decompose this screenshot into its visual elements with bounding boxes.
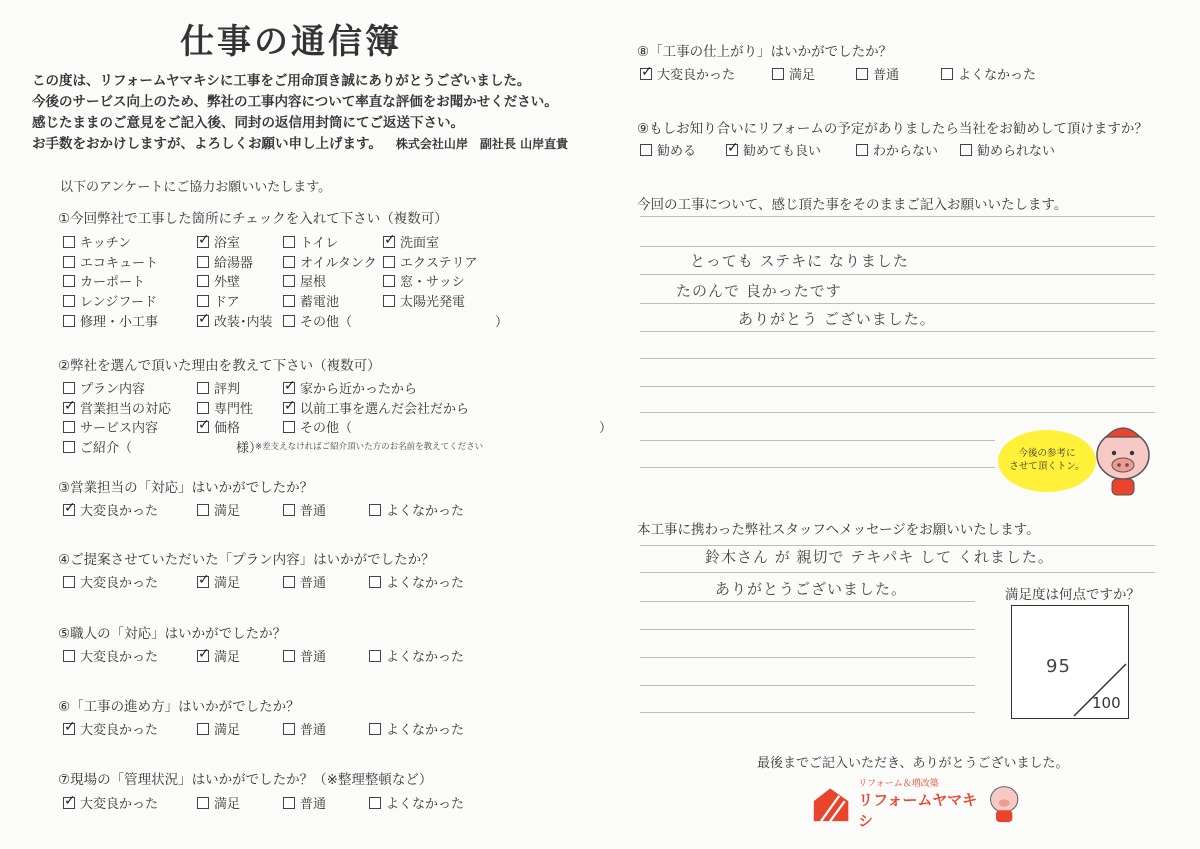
q8-option[interactable] (772, 64, 815, 83)
checkbox[interactable] (197, 504, 209, 516)
logo-name: リフォームヤマキシ (858, 790, 978, 830)
q1-option[interactable] (283, 311, 508, 330)
q1-option[interactable] (197, 252, 253, 271)
option-label: 大変良かった (80, 504, 159, 519)
option-label: よくなかった (386, 650, 465, 665)
checkbox[interactable] (726, 144, 738, 156)
q1-option[interactable] (383, 252, 478, 271)
q3-title: ③営業担当の「対応」はいかがでしたか？ (58, 480, 314, 496)
q7-option[interactable] (369, 793, 464, 812)
checkbox[interactable] (283, 236, 295, 248)
option-label: 満足 (214, 650, 241, 665)
checkbox[interactable] (369, 650, 381, 662)
option-label: 営業担当の対応 (80, 402, 172, 417)
q4-option[interactable] (63, 572, 158, 591)
comment-rule (640, 246, 1155, 247)
comment-rule (640, 386, 1155, 387)
checkbox[interactable] (960, 144, 972, 156)
q1-option[interactable] (197, 271, 240, 290)
q9-title: ⑨もしお知り合いにリフォームの予定がありましたら当社をお勧めして頂けますか？ (637, 121, 1148, 137)
staff-title: 本工事に携わった弊社スタッフへメッセージをお願いいたします。 (637, 522, 1040, 538)
q5-option[interactable] (197, 646, 240, 665)
comment-handwriting-3: ありがとう ございました。 (738, 310, 936, 328)
comment-rule (640, 303, 1155, 304)
checkbox[interactable] (283, 295, 295, 307)
q5-title: ⑤職人の「対応」はいかがでしたか？ (58, 626, 287, 642)
q2-option[interactable] (63, 437, 262, 456)
intro-line: お手数をおかけしますが、よろしくお願い申し上げます。 株式会社山岸 副社長 山岸直貴 (32, 136, 569, 152)
checkbox[interactable] (369, 797, 381, 809)
intro-text (32, 71, 568, 155)
option-label: 普通 (873, 68, 900, 83)
option-label: 勧められない (977, 144, 1056, 159)
checkbox[interactable] (283, 402, 295, 414)
q2-option[interactable] (63, 398, 171, 417)
checkbox[interactable] (640, 68, 652, 80)
checkbox[interactable] (856, 68, 868, 80)
checkbox[interactable] (856, 144, 868, 156)
option-label: オイルタンク (300, 256, 377, 271)
checkbox[interactable] (283, 315, 295, 327)
q2-option[interactable] (197, 417, 240, 436)
option-label: 窓・サッシ (400, 275, 465, 290)
bubble-line: 今後の参考に (1018, 448, 1076, 459)
bubble-line: させて頂くトン。 (1009, 461, 1085, 472)
q6-option[interactable] (283, 719, 326, 738)
checkbox[interactable] (383, 236, 395, 248)
checkbox[interactable] (383, 275, 395, 287)
checkbox[interactable] (63, 504, 75, 516)
intro-line: 今後のサービス向上のため、弊社の工事内容について率直な評価をお聞かせください。 (32, 94, 558, 110)
option-label: ドア (214, 295, 240, 310)
checkbox[interactable] (197, 723, 209, 735)
survey-lead: 以下のアンケートにご協力お願いいたします。 (60, 180, 332, 195)
signature: 株式会社山岸 副社長 山岸直貴 (395, 137, 569, 151)
option-label: カーポート (80, 275, 146, 290)
q3-option[interactable] (63, 500, 158, 519)
option-label: よくなかった (958, 68, 1037, 83)
q2-option[interactable] (197, 398, 253, 417)
q1-option[interactable] (197, 291, 240, 310)
option-label: 普通 (300, 576, 327, 591)
option-label: プラン内容 (80, 382, 146, 397)
option-label: よくなかった (386, 797, 465, 812)
comment-rule (640, 331, 1155, 332)
option-label: 洗面室 (400, 236, 440, 251)
checkbox[interactable] (197, 315, 209, 327)
option-label: 専門性 (214, 402, 254, 417)
q2-option[interactable] (197, 378, 240, 397)
staff-handwriting-1: 鈴木さん が 親切で テキパキ して くれました。 (705, 548, 1054, 566)
comment-rule (640, 440, 995, 441)
option-label: ご紹介（ 様） (80, 441, 263, 456)
checkbox[interactable] (63, 441, 75, 453)
option-label: 満足 (214, 797, 241, 812)
checkbox[interactable] (369, 504, 381, 516)
option-label: よくなかった (386, 504, 465, 519)
checkbox[interactable] (283, 504, 295, 516)
option-label: 満足 (214, 504, 241, 519)
q6-option[interactable] (63, 719, 158, 738)
comment-rule (640, 467, 995, 468)
score-label: 満足度は何点ですか？ (1005, 587, 1140, 603)
checkbox[interactable] (283, 576, 295, 588)
checkbox[interactable] (383, 295, 395, 307)
q1-option[interactable] (283, 271, 326, 290)
pig-mascot-icon (1088, 415, 1158, 500)
checkbox[interactable] (63, 650, 75, 662)
q1-option[interactable] (283, 252, 377, 271)
option-label: よくなかった (386, 576, 465, 591)
comment-rule (640, 274, 1155, 275)
q1-option[interactable] (383, 232, 439, 251)
option-label: レンジフード (80, 295, 157, 310)
checkbox[interactable] (283, 797, 295, 809)
option-label: 修理・小工事 (80, 315, 159, 330)
option-label: サービス内容 (80, 421, 159, 436)
option-label: 普通 (300, 797, 327, 812)
q1-option[interactable] (283, 291, 339, 310)
checkbox[interactable] (383, 256, 395, 268)
checkbox[interactable] (63, 315, 75, 327)
option-label: 大変良かった (80, 650, 159, 665)
checkbox[interactable] (197, 576, 209, 588)
option-label: 浴室 (214, 236, 241, 251)
q9-option[interactable] (856, 140, 938, 159)
q5-option[interactable] (369, 646, 464, 665)
option-label: よくなかった (386, 723, 465, 738)
option-label: エコキュート (80, 256, 159, 271)
comment-handwriting-1: とっても ステキに なりました (690, 252, 909, 270)
q4-option[interactable] (283, 572, 326, 591)
option-label: わからない (873, 144, 939, 159)
staff-rule (640, 545, 1155, 546)
option-label: トイレ (300, 236, 339, 251)
option-label: 満足 (789, 68, 816, 83)
option-label: 太陽光発電 (400, 295, 466, 310)
q6-title: ⑥「工事の進め方」はいかがでしたか？ (58, 699, 300, 715)
checkbox[interactable] (283, 256, 295, 268)
q1-option[interactable] (383, 271, 465, 290)
q2-option[interactable] (283, 417, 612, 436)
q2-option[interactable] (283, 398, 469, 417)
q4-option[interactable] (369, 572, 464, 591)
staff-rule (640, 601, 975, 602)
q1-title: ①今回弊社で工事した箇所にチェックを入れて下さい（複数可） (58, 211, 448, 227)
speech-bubble (998, 430, 1096, 492)
q6-option[interactable] (197, 719, 240, 738)
checkbox[interactable] (197, 256, 209, 268)
q2-option[interactable] (63, 378, 145, 397)
option-label: 普通 (300, 723, 327, 738)
checkbox[interactable] (197, 650, 209, 662)
q5-option[interactable] (63, 646, 158, 665)
checkbox[interactable] (63, 382, 75, 394)
option-label: 満足 (214, 723, 241, 738)
option-label: 大変良かった (657, 68, 736, 83)
q6-option[interactable] (369, 719, 464, 738)
q1-option[interactable] (63, 232, 131, 251)
comments-title: 今回の工事について、感じ頂た事をそのままご記入お願いいたします。 (637, 197, 1068, 213)
option-label: 大変良かった (80, 576, 159, 591)
option-label: その他（ ） (300, 421, 613, 436)
q9-option[interactable] (640, 140, 696, 159)
q1-option[interactable] (283, 232, 338, 251)
option-label: キッチン (80, 236, 132, 251)
checkbox[interactable] (63, 723, 75, 735)
intro-line: 感じたままのご意見をご記入後、同封の返信用封筒にてご返送下さい。 (32, 115, 464, 131)
checkbox[interactable] (369, 723, 381, 735)
option-label: 以前工事を選んだ会社だから (300, 402, 470, 417)
staff-rule (640, 712, 975, 713)
option-label: 満足 (214, 576, 241, 591)
q2-note: ※差支えなければご紹介頂いた方のお名前を教えてください (255, 442, 484, 452)
checkbox[interactable] (63, 256, 75, 268)
checkbox[interactable] (63, 402, 75, 414)
checkbox[interactable] (197, 402, 209, 414)
checkbox[interactable] (283, 650, 295, 662)
checkbox[interactable] (197, 236, 209, 248)
q2-title: ②弊社を選んで頂いた理由を教えて下さい（複数可） (58, 358, 381, 374)
staff-handwriting-2: ありがとうございました。 (715, 580, 908, 598)
checkbox[interactable] (283, 275, 295, 287)
q8-title: ⑧「工事の仕上がり」はいかがでしたか？ (637, 44, 893, 60)
q3-option[interactable] (283, 500, 326, 519)
staff-rule (640, 657, 975, 658)
q8-option[interactable] (856, 64, 899, 83)
q1-option[interactable] (63, 311, 158, 330)
company-logo (812, 778, 1022, 828)
q2-option[interactable] (63, 417, 158, 436)
score-box (1011, 605, 1129, 719)
option-label: 給湯器 (214, 256, 254, 271)
q8-option[interactable] (640, 64, 735, 83)
staff-rule (640, 629, 975, 630)
q3-option[interactable] (369, 500, 464, 519)
score-max: 100 (1092, 694, 1121, 712)
q7-title: ⑦現場の「管理状況」はいかがでしたか？（※整理整頓など） (58, 772, 433, 788)
staff-rule (640, 572, 1155, 573)
q9-option[interactable] (960, 140, 1055, 159)
q1-option[interactable] (197, 311, 273, 330)
option-label: 勧めても良い (743, 144, 822, 159)
checkbox[interactable] (369, 576, 381, 588)
checkbox[interactable] (283, 723, 295, 735)
q1-option[interactable] (197, 232, 240, 251)
q1-option[interactable] (63, 252, 158, 271)
pig-logo-icon (986, 781, 1022, 825)
option-label: 改装･内装 (214, 315, 273, 330)
option-label: 大変良かった (80, 797, 159, 812)
logo-sub: リフォーム＆増改築 (858, 778, 939, 789)
checkbox[interactable] (283, 382, 295, 394)
option-label: 家から近かったから (300, 382, 418, 397)
option-label: 外壁 (214, 275, 241, 290)
option-label: 評判 (214, 382, 241, 397)
checkbox[interactable] (640, 144, 652, 156)
option-label: 普通 (300, 504, 327, 519)
comment-handwriting-2: たのんで 良かったです (676, 282, 842, 300)
comment-rule (640, 358, 1155, 359)
checkbox[interactable] (283, 421, 295, 433)
checkbox[interactable] (63, 576, 75, 588)
q1-option[interactable] (63, 271, 145, 290)
checkbox[interactable] (941, 68, 953, 80)
q7-option[interactable] (283, 793, 326, 812)
option-label: その他（ ） (300, 315, 509, 330)
page-title: 仕事の通信簿 (180, 22, 402, 62)
checkbox[interactable] (63, 295, 75, 307)
q7-option[interactable] (63, 793, 158, 812)
option-label: 普通 (300, 650, 327, 665)
checkbox[interactable] (197, 295, 209, 307)
q1-option[interactable] (63, 291, 157, 310)
checkbox[interactable] (63, 421, 75, 433)
checkbox[interactable] (772, 68, 784, 80)
q7-option[interactable] (197, 793, 240, 812)
q2-option[interactable] (283, 378, 417, 397)
q5-option[interactable] (283, 646, 326, 665)
staff-rule (640, 685, 975, 686)
checkbox[interactable] (197, 421, 209, 433)
checkbox[interactable] (197, 797, 209, 809)
option-label: 大変良かった (80, 723, 159, 738)
q8-option[interactable] (941, 64, 1036, 83)
q4-option[interactable] (197, 572, 240, 591)
comment-rule (640, 216, 1155, 217)
footer-thanks: 最後までご記入いただき、ありがとうございました。 (757, 756, 1069, 771)
intro-line: この度は、リフォームヤマキシに工事をご用命頂き誠にありがとうございました。 (32, 73, 531, 89)
checkbox[interactable] (63, 797, 75, 809)
option-label: エクステリア (400, 256, 478, 271)
checkbox[interactable] (63, 236, 75, 248)
option-label: 勧める (657, 144, 697, 159)
checkbox[interactable] (197, 382, 209, 394)
q1-option[interactable] (383, 291, 465, 310)
checkbox[interactable] (63, 275, 75, 287)
checkbox[interactable] (197, 275, 209, 287)
comment-rule (640, 412, 1155, 413)
q9-option[interactable] (726, 140, 821, 159)
q4-title: ④ご提案させていただいた「プラン内容」はいかがでしたか？ (58, 552, 435, 568)
option-label: 蓄電池 (300, 295, 340, 310)
score-value: 95 (1046, 656, 1071, 677)
roof-logo-icon (812, 783, 850, 823)
option-label: 屋根 (300, 275, 327, 290)
option-label: 価格 (214, 421, 241, 436)
q3-option[interactable] (197, 500, 240, 519)
